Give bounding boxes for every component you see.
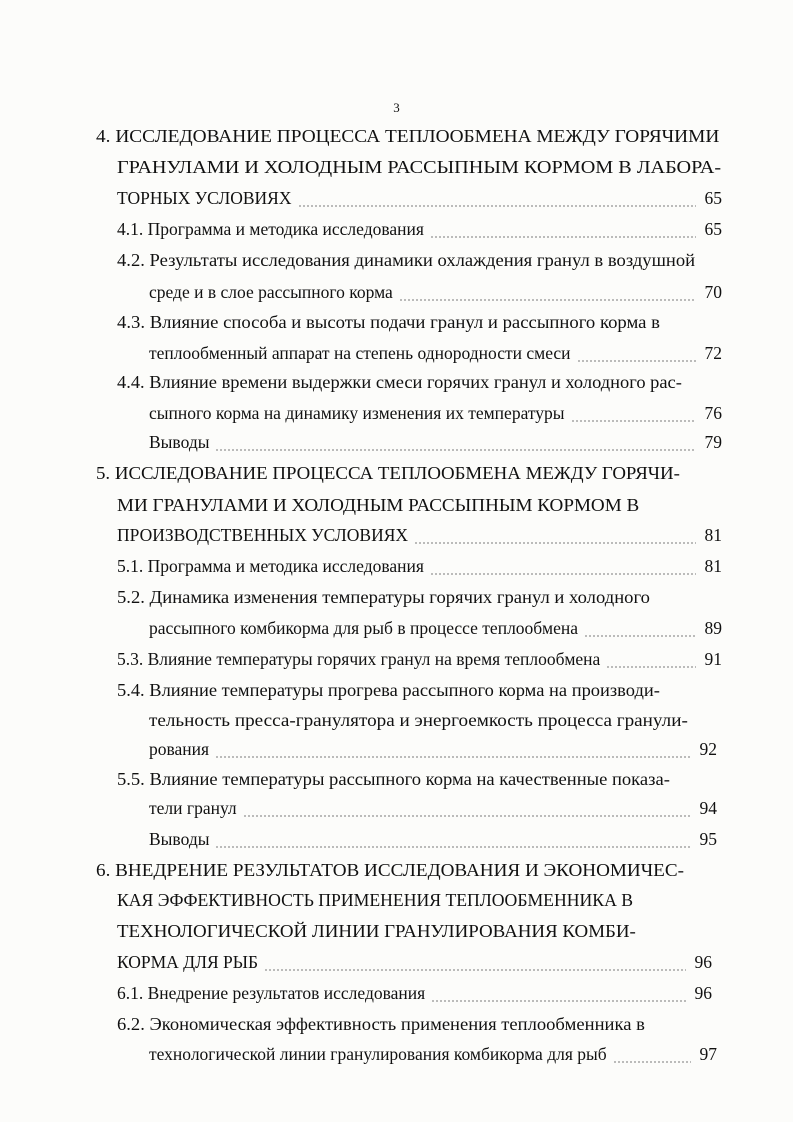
toc-entry-line: 5.4. Влияние температуры прогрева рассыпного корма на производи- [117, 680, 660, 700]
toc-page-number: 70 [704, 282, 722, 302]
toc-entry-line: 4.3. Влияние способа и высоты подачи гранул и рассыпного корма в [117, 312, 660, 332]
dot-leader [430, 573, 696, 575]
toc-page-number: 96 [694, 952, 712, 972]
toc-page-number: 72 [704, 343, 722, 363]
toc-entry-line: ТОРНЫХ УСЛОВИЯХ [117, 188, 292, 208]
toc-entry-line: 4. ИССЛЕДОВАНИЕ ПРОЦЕССА ТЕПЛООБМЕНА МЕЖДУ ГОРЯЧИМИ [96, 126, 720, 146]
dot-leader [399, 299, 696, 301]
dot-leader [571, 420, 696, 422]
toc-entry-line: КОРМА ДЛЯ РЫБ [117, 952, 259, 972]
toc-page-number: 92 [699, 739, 717, 759]
toc-page-number: 91 [704, 649, 722, 669]
toc-page-number: 95 [699, 829, 717, 849]
toc-entry-line: 5.5. Влияние температуры рассыпного корма на качественные показа- [117, 769, 670, 789]
toc-entry-line: 6. ВНЕДРЕНИЕ РЕЗУЛЬТАТОВ ИССЛЕДОВАНИЯ И ЭКОНОМИЧЕС- [96, 860, 684, 880]
toc-entry-line: 6.1. Внедрение результатов исследования [117, 983, 426, 1003]
toc-entry-line: тельность пресса-гранулятора и энергоемкость процесса гранули- [149, 710, 688, 730]
toc-page-number: 94 [699, 798, 717, 818]
toc-entry-line: Выводы [149, 829, 210, 849]
toc-entry-line: 4.4. Влияние времени выдержки смеси горячих гранул и холодного рас- [117, 372, 682, 392]
toc-page-number: 89 [704, 618, 722, 638]
toc-entry-line: рассыпного комбикорма для рыб в процессе теплообмена [149, 618, 579, 638]
toc-entry-line: теплообменный аппарат на степень однородности смеси [149, 343, 571, 363]
toc-entry-line: Выводы [149, 432, 210, 452]
dot-leader [243, 815, 691, 817]
toc-entry-line: ТЕХНОЛОГИЧЕСКОЙ ЛИНИИ ГРАНУЛИРОВАНИЯ КОМБИ- [117, 921, 636, 941]
toc-page-number: 96 [694, 983, 712, 1003]
dot-leader [298, 205, 697, 207]
toc-entry-line: 4.2. Результаты исследования динамики охлаждения гранул в воздушной [117, 250, 696, 270]
toc-entry-line: среде и в слое рассыпного корма [149, 282, 393, 302]
toc-page-number: 76 [704, 403, 722, 423]
dot-leader [577, 360, 696, 362]
toc-page-number: 97 [699, 1044, 717, 1064]
toc-entry-line: 4.1. Программа и методика исследования [117, 219, 424, 239]
toc-entry-line: КАЯ ЭФФЕКТИВНОСТЬ ПРИМЕНЕНИЯ ТЕПЛООБМЕННИКА В [117, 890, 634, 910]
dot-leader [215, 846, 691, 848]
dot-leader [584, 635, 696, 637]
dot-leader [414, 542, 696, 544]
toc-entry-line: сыпного корма на динамику изменения их температуры [149, 403, 565, 423]
toc-entry-line: рования [149, 739, 210, 759]
dot-leader [430, 236, 696, 238]
toc-page-number: 81 [704, 556, 722, 576]
toc-entry-line: 5.2. Динамика изменения температуры горячих гранул и холодного [117, 587, 650, 607]
toc-entry-line: 5.1. Программа и методика исследования [117, 556, 424, 576]
toc-page-number: 79 [704, 432, 722, 452]
toc-entry-line: ГРАНУЛАМИ И ХОЛОДНЫМ РАССЫПНЫМ КОРМОМ В ЛАБОРА- [117, 157, 722, 177]
toc-entry-line: тели гранул [149, 798, 237, 818]
toc-page-number: 81 [704, 525, 722, 545]
toc-entry-line: 5.3. Влияние температуры горячих гранул на время теплообмена [117, 649, 601, 669]
toc-page-number: 65 [704, 188, 722, 208]
dot-leader [431, 1000, 686, 1002]
toc-entry-line: ПРОИЗВОДСТВЕННЫХ УСЛОВИЯХ [117, 525, 409, 545]
toc-entry-line: технологической линии гранулирования комбикорма для рыб [149, 1044, 607, 1064]
dot-leader [264, 969, 686, 971]
dot-leader [215, 756, 691, 758]
toc-entry-line: 5. ИССЛЕДОВАНИЕ ПРОЦЕССА ТЕПЛООБМЕНА МЕЖДУ ГОРЯЧИ- [96, 463, 680, 483]
toc-entry-line: МИ ГРАНУЛАМИ И ХОЛОДНЫМ РАССЫПНЫМ КОРМОМ В [117, 495, 640, 515]
toc-page-number: 65 [704, 219, 722, 239]
page-number: 3 [393, 100, 400, 115]
dot-leader [215, 449, 696, 451]
toc-entry-line: 6.2. Экономическая эффективность применения теплообменника в [117, 1014, 645, 1034]
